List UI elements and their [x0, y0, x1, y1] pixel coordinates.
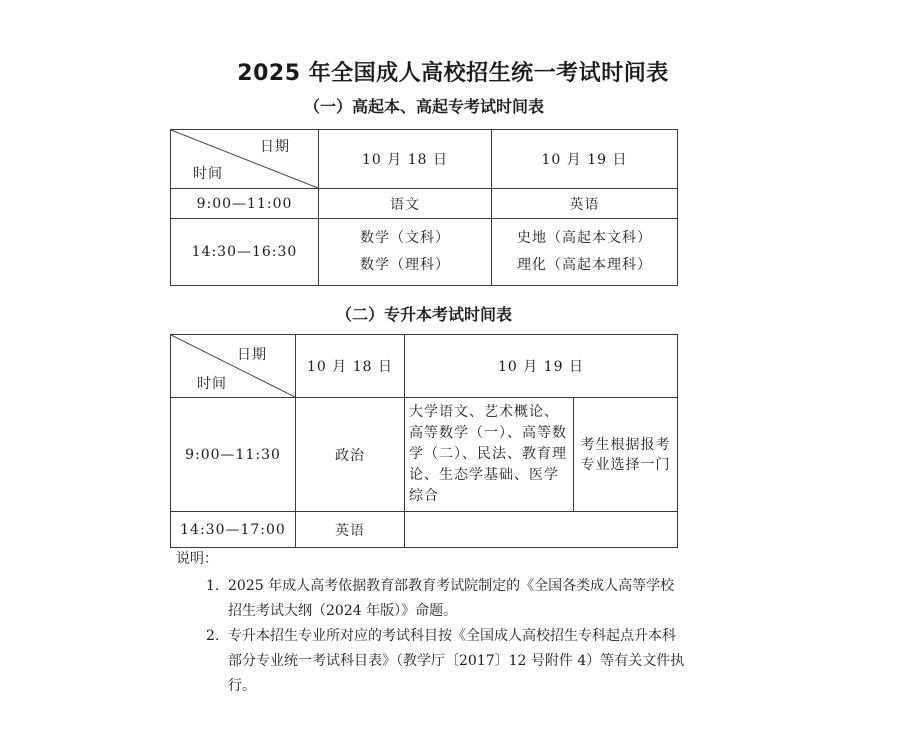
corner-time-label: 时间: [193, 166, 223, 182]
corner-date-label: 日期: [260, 139, 290, 155]
corner-time-label: 时间: [197, 376, 227, 392]
time-cell: 14:30—17:00: [171, 512, 296, 548]
time-cell: 14:30—16:30: [171, 219, 319, 286]
note-item: [176, 624, 686, 699]
date-header: 10 月 19 日: [405, 335, 678, 398]
subject-note-cell: 考生根据报考专业选择一门: [574, 398, 678, 512]
corner-header-cell: [171, 335, 296, 398]
subject-cell: 英语: [296, 512, 405, 548]
subject-list-cell: 大学语文、艺术概论、高等数学（一）、高等数学（二）、民法、教育理论、生态学基础、医学综合: [405, 398, 574, 512]
subject-cell: [492, 219, 678, 286]
date-header: 10 月 18 日: [319, 130, 492, 189]
note-number: 1.: [206, 578, 220, 594]
empty-cell: [405, 512, 678, 548]
note-item: [176, 574, 686, 624]
subject-line: 数学（文科）: [360, 230, 450, 246]
subject-cell: 政治: [296, 398, 405, 512]
subject-line: 理化（高起本理科）: [517, 257, 652, 273]
table1-heading: （一）高起本、高起专考试时间表: [303, 97, 544, 116]
subject-cell: 语文: [319, 189, 492, 219]
subject-line: 史地（高起本文科）: [517, 230, 652, 246]
table2-heading: （二）专升本考试时间表: [335, 305, 512, 324]
notes-section: [176, 548, 686, 699]
corner-date-label: 日期: [237, 347, 267, 363]
page-title: 2025 年全国成人高校招生统一考试时间表: [237, 61, 669, 86]
corner-header-cell: [171, 130, 319, 189]
notes-label: 说明：: [176, 551, 218, 567]
time-cell: 9:00—11:00: [171, 189, 319, 219]
note-number: 2.: [206, 628, 220, 644]
schedule-table-zhuanshengben: [170, 334, 678, 548]
schedule-table-gaoqi: [170, 129, 678, 286]
date-header: 10 月 19 日: [492, 130, 678, 189]
subject-cell: 英语: [492, 189, 678, 219]
note-text: 专升本招生专业所对应的考试科目按《全国成人高校招生专科起点升本科部分专业统一考试科目表》（教学厅〔2017〕12 号附件 4）等有关文件执行。: [228, 628, 685, 694]
subject-cell: [319, 219, 492, 286]
note-text: 2025 年成人高考依据教育部教育考试院制定的《全国各类成人高等学校招生考试大纲（2024 年版）》命题。: [228, 578, 675, 619]
time-cell: 9:00—11:30: [171, 398, 296, 512]
subject-line: 数学（理科）: [360, 257, 450, 273]
date-header: 10 月 18 日: [296, 335, 405, 398]
diagonal-line: [171, 335, 295, 397]
